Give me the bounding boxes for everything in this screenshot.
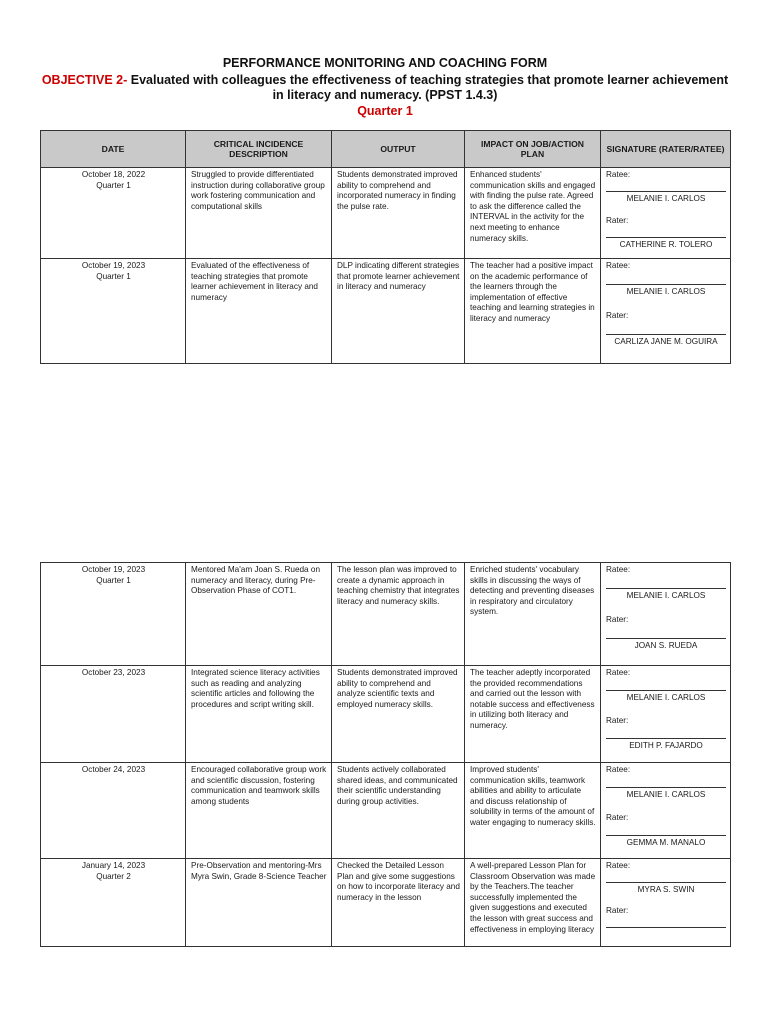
objective-statement: [40, 73, 730, 103]
signature-cell: [601, 563, 731, 666]
signature-cell: [601, 259, 731, 364]
date-cell: [41, 259, 186, 364]
output-cell: Students demonstrated improved ability to comprehend and analyze scientific texts and employed numeracy skills.: [332, 666, 465, 763]
table-header-row: [41, 131, 731, 168]
ratee-signature-line: [606, 690, 726, 691]
date-text: October 24, 2023: [81, 765, 146, 774]
date-text: October 23, 2023: [81, 668, 146, 677]
column-header-signature: SIGNATURE (RATER/RATEE): [601, 131, 731, 168]
ratee-label: Ratee:: [606, 668, 631, 677]
ratee-signature-line: [606, 588, 726, 589]
quarter-label: Quarter 1: [357, 104, 413, 118]
rater-label: Rater:: [606, 906, 629, 916]
impact-cell: Enriched students' vocabulary skills in discussing the ways of detecting and preventing diseases in respiratory and circulatory system.: [465, 563, 601, 666]
ratee-label: Ratee:: [606, 565, 631, 574]
description-cell: Integrated science literacy activities such as reading and analyzing scientific articles and following the procedures and script writing skill.: [186, 666, 332, 763]
ratee-name: MELANIE I. CARLOS: [626, 590, 706, 600]
description-cell: Encouraged collaborative group work and scientific discussion, fostering communication and teamwork skills among students: [186, 763, 332, 859]
column-header-description: CRITICAL INCIDENCE DESCRIPTION: [186, 131, 332, 168]
rater-label: Rater:: [606, 716, 629, 726]
quarter-text: Quarter 2: [96, 871, 131, 881]
date-text: October 19, 2023: [81, 565, 146, 574]
description-cell: Struggled to provide differentiated instruction during collaborative group work fostering communication and computational skills: [186, 168, 332, 259]
signature-cell: [601, 168, 731, 259]
rater-signature-line: [606, 334, 726, 335]
rater-label: Rater:: [606, 216, 629, 226]
form-title: PERFORMANCE MONITORING AND COACHING FORM: [222, 56, 548, 70]
rater-signature-line: [606, 927, 726, 928]
rater-label: Rater:: [606, 615, 629, 625]
rater-signature-line: [606, 638, 726, 639]
rater-signature-line: [606, 835, 726, 836]
quarter-text: Quarter 1: [96, 575, 131, 585]
date-text: October 18, 2022: [81, 170, 146, 179]
output-cell: Students actively collaborated shared ideas, and communicated their scientific understanding during group activities.: [332, 763, 465, 859]
ratee-label: Ratee:: [606, 765, 631, 774]
ratee-label: Ratee:: [606, 861, 631, 870]
date-cell: [41, 763, 186, 859]
coaching-table-page-2: [40, 562, 731, 947]
ratee-name: MELANIE I. CARLOS: [626, 193, 706, 203]
impact-cell: The teacher had a positive impact on the academic performance of the learners through the implementation of effective teaching and learning strategies in literacy and numeracy: [465, 259, 601, 364]
rater-signature-line: [606, 237, 726, 238]
table-row: [41, 763, 731, 859]
impact-cell: A well-prepared Lesson Plan for Classroom Observation was made by the Teachers.The teacher successfully implemented the given suggestions and executed the lesson with great success and effectiveness in employing literacy: [465, 859, 601, 947]
ratee-name: MELANIE I. CARLOS: [626, 286, 706, 296]
output-cell: DLP indicating different strategies that promote learner achievement in literacy and numeracy: [332, 259, 465, 364]
coaching-table-page-1: [40, 130, 731, 364]
ratee-signature-line: [606, 882, 726, 883]
rater-name: CATHERINE R. TOLERO: [619, 239, 713, 249]
column-header-impact: IMPACT ON JOB/ACTION PLAN: [465, 131, 601, 168]
date-cell: [41, 666, 186, 763]
description-cell: Evaluated of the effectiveness of teaching strategies that promote learner achievement in literacy and numeracy: [186, 259, 332, 364]
date-text: October 19, 2023: [81, 261, 146, 270]
date-cell: [41, 563, 186, 666]
table-row: [41, 666, 731, 763]
column-header-output: OUTPUT: [332, 131, 465, 168]
rater-name: JOAN S. RUEDA: [634, 640, 698, 650]
signature-cell: [601, 666, 731, 763]
ratee-label: Ratee:: [606, 261, 631, 270]
impact-cell: Improved students' communication skills, teamwork abilities and ability to articulate and discuss relationship of solubility in terms of the amount of water engaging to numeracy skills.: [465, 763, 601, 859]
objective-text: Evaluated with colleagues the effectiveness of teaching strategies that promote learner achievement in literacy and numeracy. (PPST 1.4.3): [130, 73, 729, 102]
rater-name: EDITH P. FAJARDO: [629, 740, 703, 750]
output-cell: Students demonstrated improved ability to comprehend and incorporated numeracy in finding the pulse rate.: [332, 168, 465, 259]
ratee-name: MELANIE I. CARLOS: [626, 692, 706, 702]
quarter-text: Quarter 1: [96, 180, 131, 190]
ratee-name: MYRA S. SWIN: [637, 884, 695, 894]
signature-cell: [601, 763, 731, 859]
table-row: [41, 859, 731, 947]
output-cell: Checked the Detailed Lesson Plan and give some suggestions on how to incorporate literacy and numeracy in the lesson: [332, 859, 465, 947]
quarter-text: Quarter 1: [96, 271, 131, 281]
form-header: [40, 56, 730, 119]
table-row: [41, 168, 731, 259]
rater-name: GEMMA M. MANALO: [626, 837, 706, 847]
description-cell: Mentored Ma'am Joan S. Rueda on numeracy and literacy, during Pre-Observation Phase of COT1.: [186, 563, 332, 666]
date-cell: [41, 859, 186, 947]
output-cell: The lesson plan was improved to create a dynamic approach in teaching chemistry that integrates literacy and numeracy skills.: [332, 563, 465, 666]
rater-name: CARLIZA JANE M. OGUIRA: [614, 336, 718, 346]
table-row: [41, 563, 731, 666]
impact-cell: Enhanced students' communication skills and engaged with finding the pulse rate. Agreed to ask the difference called the INTERVAL in the activity for the next meeting to enhance numeracy skills.: [465, 168, 601, 259]
ratee-signature-line: [606, 284, 726, 285]
ratee-signature-line: [606, 191, 726, 192]
ratee-name: MELANIE I. CARLOS: [626, 789, 706, 799]
objective-label: OBJECTIVE 2-: [41, 73, 128, 87]
rater-label: Rater:: [606, 813, 629, 823]
signature-cell: [601, 859, 731, 947]
date-text: January 14, 2023: [81, 861, 146, 870]
impact-cell: The teacher adeptly incorporated the provided recommendations and carried out the lesson with notable success and effectiveness in utilizing both literacy and numeracy.: [465, 666, 601, 763]
date-cell: [41, 168, 186, 259]
table-row: [41, 259, 731, 364]
column-header-date: DATE: [41, 131, 186, 168]
ratee-signature-line: [606, 787, 726, 788]
rater-signature-line: [606, 738, 726, 739]
description-cell: Pre-Observation and mentoring-Mrs Myra Swin, Grade 8-Science Teacher: [186, 859, 332, 947]
ratee-label: Ratee:: [606, 170, 631, 179]
rater-label: Rater:: [606, 311, 629, 321]
